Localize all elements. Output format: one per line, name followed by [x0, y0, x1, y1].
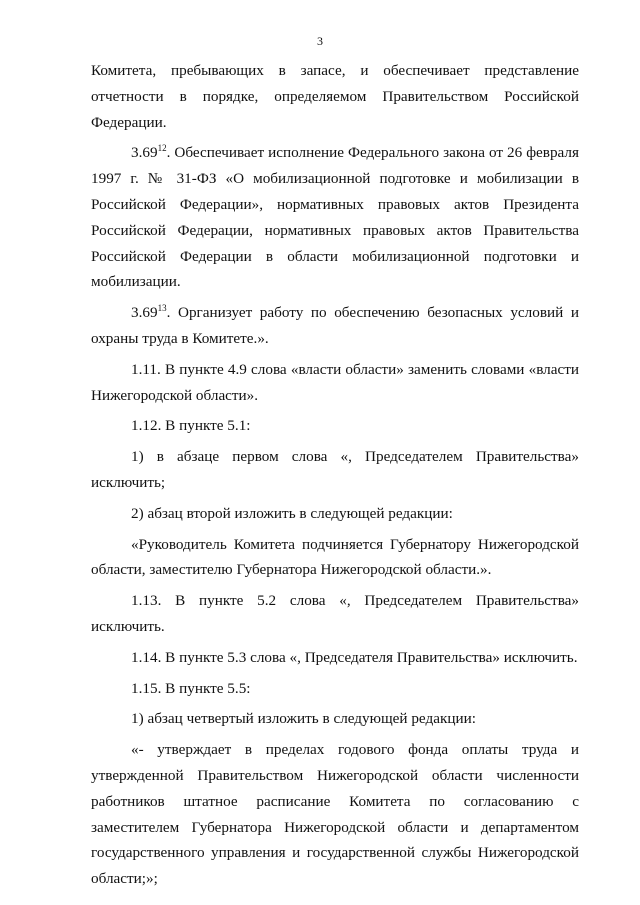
paragraph-text: «- утверждает в пределах годового фонда оплаты труда и утвержденной Правительством Нижегородской области численности работников штатное расписание Комитета по согласованию с заместителем Губернатора Нижегородской области и департаментом государственного управления и государственной службы Нижегородской области;»;: [91, 741, 579, 888]
paragraph-1-13: [91, 588, 579, 640]
paragraph-text: 2) абзац второй изложить в следующей редакции:: [131, 504, 453, 522]
paragraph-quoted-new-wording: [91, 532, 579, 584]
clause-number: 3.69: [131, 144, 158, 162]
paragraph-text: 1.13. В пункте 5.2 слова «, Председателем Правительства» исключить.: [91, 592, 579, 635]
clause-superscript: 13: [157, 303, 167, 314]
paragraph-text: 1.12. В пункте 5.1:: [131, 417, 251, 435]
paragraph-text: «Руководитель Комитета подчиняется Губернатору Нижегородской области, заместителю Губернатора Нижегородской области.».: [91, 535, 579, 579]
paragraph-text: . Организует работу по обеспечению безопасных условий и охраны труда в Комитете.».: [91, 304, 579, 347]
paragraph-continuation: [91, 58, 579, 135]
paragraph-text: 1.11. В пункте 4.9 слова «власти области» заменить словами «власти Нижегородской области».: [91, 360, 579, 404]
paragraph-1-12-item-1: [91, 444, 579, 496]
paragraph-1-12: [91, 413, 579, 439]
paragraph-text: 1) абзац четвертый изложить в следующей редакции:: [131, 710, 476, 728]
document-body: [91, 58, 579, 892]
paragraph-clause-3-69-12: [91, 140, 579, 295]
paragraph-quoted-staff-schedule: [91, 737, 579, 892]
paragraph-text: . Обеспечивает исполнение Федерального закона от 26 февраля 1997 г. № 31-ФЗ «О мобилизационной подготовке и мобилизации в Российской Федерации», нормативных правовых актов Президента Российской Федерации, нормативных правовых актов Правительства Российской Федерации в области мобилизационной подготовки и мобилизации.: [91, 144, 579, 291]
paragraph-text: 1.14. В пункте 5.3 слова «, Председателя Правительства» исключить.: [131, 648, 578, 666]
paragraph-1-15-item-1: [91, 706, 579, 732]
paragraph-text: 1.15. В пункте 5.5:: [131, 679, 251, 697]
clause-superscript: 12: [157, 143, 167, 154]
clause-number: 3.69: [131, 304, 158, 322]
paragraph-text: Комитета, пребывающих в запасе, и обеспечивает представление отчетности в порядке, определяемом Правительством Российской Федерации.: [91, 62, 579, 131]
paragraph-1-15: [91, 676, 579, 702]
paragraph-1-12-item-2: [91, 501, 579, 527]
paragraph-1-11: [91, 357, 579, 409]
paragraph-text: 1) в абзаце первом слова «, Председателем Правительства» исключить;: [91, 448, 579, 491]
paragraph-clause-3-69-13: [91, 300, 579, 352]
page-number: 3: [317, 34, 323, 48]
paragraph-1-14: [91, 645, 579, 671]
